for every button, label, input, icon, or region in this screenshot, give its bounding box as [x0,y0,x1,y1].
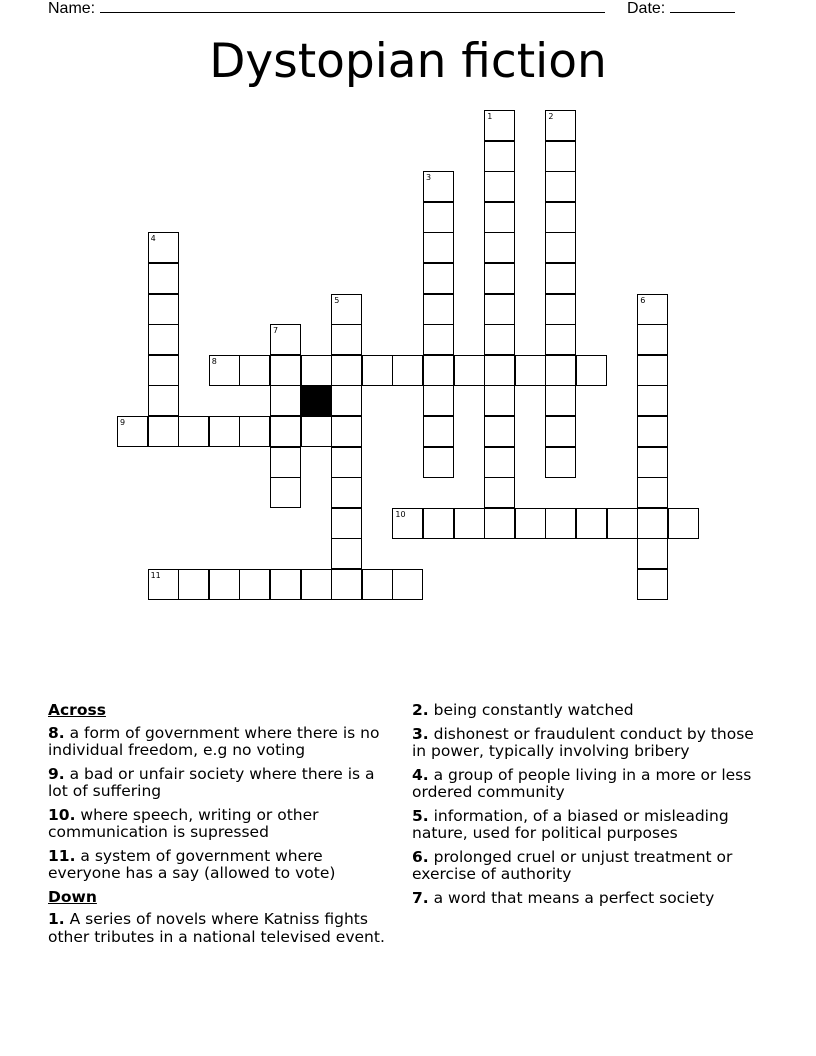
grid-cell[interactable] [301,416,332,447]
grid-cell[interactable] [637,416,668,447]
grid-cell[interactable] [209,416,240,447]
grid-cell[interactable] [239,416,270,447]
clue-number-label: 4 [150,234,156,244]
clue-text: being constantly watched [428,701,634,719]
clue-number-label: 11 [150,571,161,580]
grid-cell[interactable] [637,477,668,508]
grid-cell[interactable] [484,263,515,294]
grid-cell[interactable] [270,416,301,447]
page-title: Dystopian fiction [209,34,607,89]
clue-down-4 [412,767,762,802]
clue-number: 6. [412,847,429,866]
grid-cell[interactable] [423,447,454,478]
clue-text: a form of government where there is no individual freedom, e.g no voting [48,723,380,759]
clue-number: 11. [48,846,76,865]
grid-cell[interactable] [270,355,301,386]
clue-number-label: 3 [426,173,432,183]
clue-down-5 [412,808,762,843]
name-line[interactable] [100,0,605,13]
clues-left-column [48,702,398,952]
clue-text: information, of a biased or misleading nature, used for political purposes [412,806,729,842]
clue-number: 9. [48,764,65,783]
grid-cell[interactable] [423,385,454,416]
grid-cell[interactable] [607,508,638,539]
across-heading: Across [48,701,106,719]
grid-cell[interactable] [331,355,362,386]
grid-cell[interactable] [484,385,515,416]
grid-cell[interactable] [423,324,454,355]
clue-number: 1. [48,910,65,928]
grid-cell[interactable] [637,447,668,478]
grid-cell[interactable] [484,416,515,447]
grid-cell[interactable] [423,263,454,294]
grid-cell[interactable] [484,171,515,202]
grid-cell[interactable] [331,538,362,569]
grid-cell[interactable] [301,355,332,386]
grid-cell[interactable] [454,355,485,386]
clue-down-3 [412,726,762,761]
date-label: Date: [627,0,666,17]
grid-cell[interactable] [331,508,362,539]
grid-cell[interactable] [178,416,209,447]
grid-cell[interactable] [423,232,454,263]
grid-cell[interactable] [270,477,301,508]
clue-number: 8. [48,723,65,742]
name-field [48,0,605,18]
name-label: Name: [48,0,96,17]
grid-cell[interactable] [423,294,454,325]
date-field [627,0,735,18]
grid-cell[interactable] [423,508,454,539]
clue-text: A series of novels where Katniss fights other tributes in a national televised event. [48,910,385,946]
clue-number-label: 7 [273,326,279,336]
grid-cell[interactable] [178,569,209,600]
grid-cell[interactable] [331,324,362,355]
grid-cell[interactable] [362,355,393,386]
grid-cell[interactable] [637,385,668,416]
grid-cell[interactable] [331,447,362,478]
grid-cell[interactable] [545,355,576,386]
clue-number-label: 1 [487,112,493,121]
grid-cell[interactable] [392,569,423,600]
clue-number: 10. [48,805,76,824]
clues-right-column [412,702,762,913]
black-square [301,385,332,416]
grid-cell[interactable] [239,569,270,600]
grid-cell[interactable] [484,202,515,233]
clue-number-label: 5 [334,295,340,305]
grid-cell[interactable] [515,355,546,386]
clue-down-7 [412,890,762,908]
grid-cell[interactable] [637,324,668,355]
grid-cell[interactable] [545,263,576,294]
grid-cell[interactable] [545,171,576,202]
grid-cell[interactable] [331,569,362,600]
grid-cell[interactable] [484,508,515,539]
grid-cell[interactable] [148,355,179,386]
grid-cell[interactable] [484,141,515,172]
grid-cell[interactable] [331,416,362,447]
clue-text: a group of people living in a more or less ordered community [412,765,752,801]
grid-cell[interactable] [637,355,668,386]
grid-cell[interactable] [362,569,393,600]
grid-cell[interactable] [545,141,576,172]
clue-text: a system of government where everyone has a say (allowed to vote) [48,846,336,882]
grid-cell[interactable] [148,263,179,294]
grid-cell[interactable] [484,355,515,386]
grid-cell[interactable] [239,355,270,386]
grid-cell[interactable] [423,202,454,233]
clue-number: 3. [412,724,429,743]
grid-cell[interactable] [270,569,301,600]
grid-cell[interactable] [148,385,179,416]
grid-cell[interactable] [454,508,485,539]
clue-across-9 [48,766,398,801]
clue-across-11 [48,848,398,883]
grid-cell[interactable] [484,294,515,325]
grid-cell[interactable] [545,202,576,233]
clue-down-1 [48,911,398,946]
grid-cell[interactable] [423,416,454,447]
clue-number: 2. [412,701,429,719]
grid-cell[interactable] [545,324,576,355]
grid-cell[interactable] [515,508,546,539]
grid-cell[interactable] [484,447,515,478]
clue-text: a bad or unfair society where there is a lot of suffering [48,764,375,800]
clue-number-label: 8 [211,356,217,366]
down-heading: Down [48,887,97,906]
grid-cell[interactable] [423,355,454,386]
grid-cell[interactable] [668,508,699,539]
clue-across-10 [48,807,398,842]
grid-cell[interactable] [270,385,301,416]
grid-cell[interactable] [484,232,515,263]
grid-cell[interactable] [148,416,179,447]
grid-cell[interactable] [484,477,515,508]
grid-cell[interactable] [148,324,179,355]
grid-cell[interactable] [392,355,423,386]
grid-cell[interactable] [545,294,576,325]
clue-down-2 [412,702,762,720]
grid-cell[interactable] [637,508,668,539]
clue-number: 7. [412,888,429,907]
grid-cell[interactable] [545,508,576,539]
clue-down-6 [412,849,762,884]
clue-text: where speech, writing or other communication is supressed [48,805,319,841]
clue-across-8 [48,725,398,760]
grid-cell[interactable] [576,508,607,539]
clue-number-label: 6 [640,295,646,305]
grid-cell[interactable] [301,569,332,600]
clue-number-label: 10 [395,509,406,519]
clue-number-label: 2 [548,112,554,121]
grid-cell[interactable] [637,538,668,569]
grid-cell[interactable] [331,477,362,508]
grid-cell[interactable] [484,324,515,355]
grid-cell[interactable] [331,385,362,416]
grid-cell[interactable] [545,447,576,478]
clue-text: prolonged cruel or unjust treatment or exercise of authority [412,847,733,883]
grid-cell[interactable] [270,447,301,478]
grid-cell[interactable] [545,232,576,263]
grid-cell[interactable] [637,569,668,600]
date-line[interactable] [670,0,735,13]
grid-cell[interactable] [545,416,576,447]
clue-text: dishonest or fraudulent conduct by those in power, typically involving bribery [412,724,754,760]
grid-cell[interactable] [209,569,240,600]
grid-cell[interactable] [545,385,576,416]
clue-number: 5. [412,806,429,825]
grid-cell[interactable] [148,294,179,325]
clue-number: 4. [412,765,429,784]
grid-cell[interactable] [576,355,607,386]
clue-text: a word that means a perfect society [428,888,715,907]
clue-number-label: 9 [120,418,126,427]
